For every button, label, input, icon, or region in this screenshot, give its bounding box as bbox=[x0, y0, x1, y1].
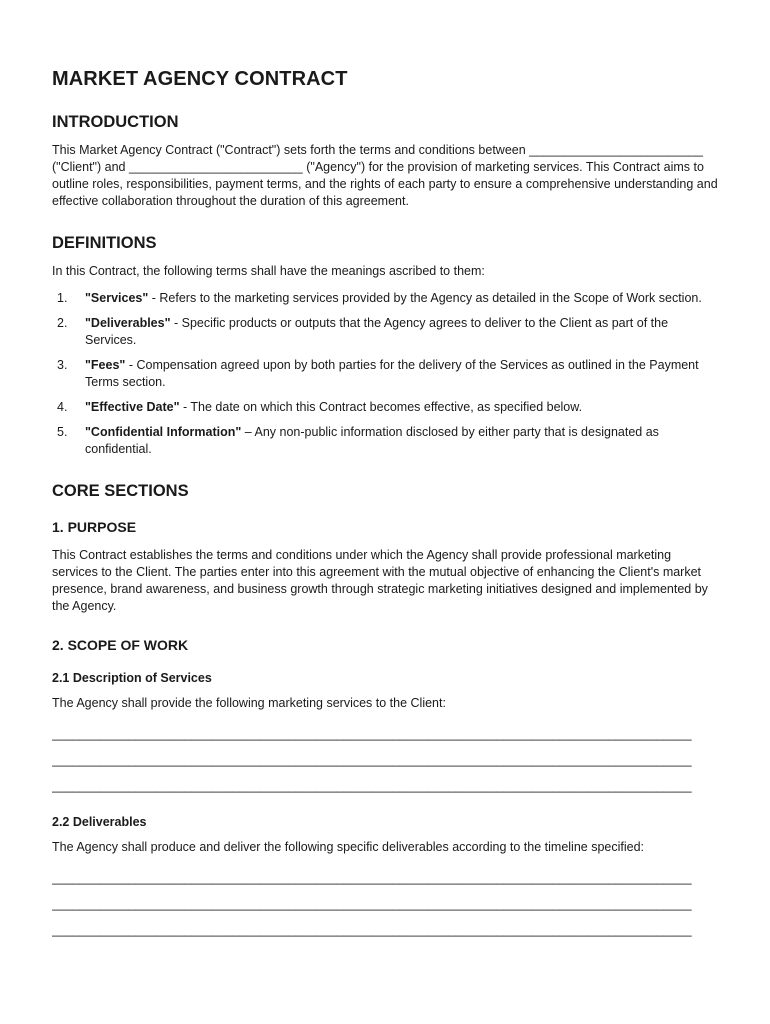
document-title: MARKET AGENCY CONTRACT bbox=[52, 68, 348, 90]
definition-desc: - Refers to the marketing services provided by the Agency as detailed in the Scope of Work section. bbox=[148, 291, 702, 305]
introduction-heading: INTRODUCTION bbox=[52, 113, 179, 131]
definition-item bbox=[52, 315, 718, 349]
blank-line[interactable]: ____________________________________________________________________________________________ bbox=[52, 727, 692, 741]
definition-number: 4. bbox=[57, 400, 68, 414]
definition-item bbox=[52, 424, 718, 458]
blank-line[interactable]: ____________________________________________________________________________________________ bbox=[52, 753, 692, 767]
definition-term: "Deliverables" bbox=[85, 316, 171, 330]
document-content bbox=[52, 68, 718, 959]
services-blank-lines bbox=[52, 726, 718, 795]
definitions-heading: DEFINITIONS bbox=[52, 234, 157, 252]
definition-item bbox=[52, 290, 718, 307]
definition-number: 1. bbox=[57, 291, 68, 305]
definition-desc: - The date on which this Contract becomes effective, as specified below. bbox=[179, 400, 583, 414]
definitions-list bbox=[52, 290, 718, 458]
definition-number: 2. bbox=[57, 316, 68, 330]
definition-term: "Effective Date" bbox=[85, 400, 180, 414]
blank-line[interactable]: ____________________________________________________________________________________________ bbox=[52, 779, 692, 793]
definition-desc: - Specific products or outputs that the Agency agrees to deliver to the Client as part of the Services. bbox=[85, 316, 669, 347]
core-sections-heading: CORE SECTIONS bbox=[52, 482, 189, 500]
introduction-text: This Market Agency Contract ("Contract") sets forth the terms and conditions between _________________________ ("Client") and _________________________ ("Agency") for the provision of marketing services. This Contract aims to outline roles, responsibilities, payment terms, and the rights of each party to ensure a comprehensive understanding and effective collaboration throughout the duration of this agreement. bbox=[52, 143, 718, 208]
purpose-text: This Contract establishes the terms and conditions under which the Agency shall provide professional marketing services to the Client. The parties enter into this agreement with the mutual objective of enhancing the Client's market presence, brand awareness, and business growth through strategic marketing initiatives designed and implemented by the Agency. bbox=[52, 548, 708, 613]
definition-term: "Confidential Information" bbox=[85, 425, 242, 439]
services-description-heading: 2.1 Description of Services bbox=[52, 671, 212, 685]
scope-heading: 2. SCOPE OF WORK bbox=[52, 637, 189, 653]
definition-number: 5. bbox=[57, 425, 68, 439]
blank-line[interactable]: ____________________________________________________________________________________________ bbox=[52, 923, 692, 937]
definition-desc: - Compensation agreed upon by both parties for the delivery of the Services as outlined in the Payment Terms section. bbox=[85, 358, 699, 389]
deliverables-blank-lines bbox=[52, 870, 718, 939]
definitions-lead: In this Contract, the following terms shall have the meanings ascribed to them: bbox=[52, 264, 485, 278]
definition-item bbox=[52, 357, 718, 391]
deliverables-text: The Agency shall produce and deliver the following specific deliverables according to the timeline specified: bbox=[52, 840, 645, 854]
deliverables-heading: 2.2 Deliverables bbox=[52, 815, 147, 829]
definition-item bbox=[52, 399, 718, 416]
blank-line[interactable]: ____________________________________________________________________________________________ bbox=[52, 871, 692, 885]
definition-term: "Services" bbox=[85, 291, 149, 305]
definition-number: 3. bbox=[57, 358, 68, 372]
services-description-text: The Agency shall provide the following marketing services to the Client: bbox=[52, 696, 446, 710]
definition-desc: – Any non-public information disclosed by either party that is designated as confidential. bbox=[85, 425, 659, 456]
purpose-heading: 1. PURPOSE bbox=[52, 519, 137, 535]
blank-line[interactable]: ____________________________________________________________________________________________ bbox=[52, 897, 692, 911]
definition-term: "Fees" bbox=[85, 358, 126, 372]
